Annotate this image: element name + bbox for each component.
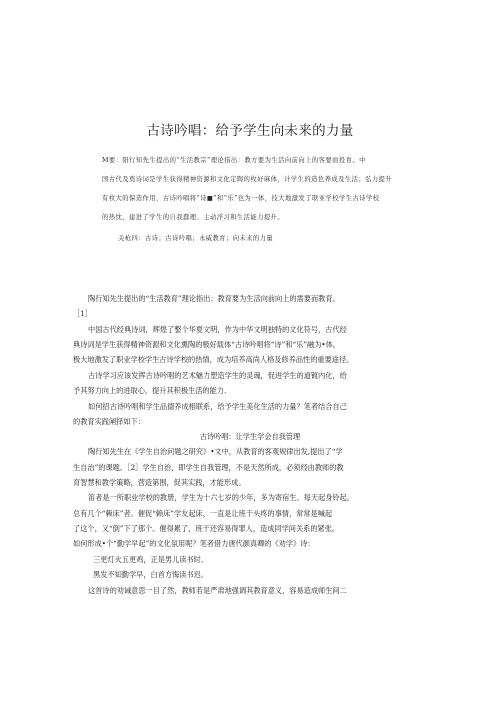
- body-line-10: 陶行知先生在《学生自治问题之研究》•文中，从教育的客观规律出发,提出了“学: [88, 447, 343, 456]
- body-line-5: 极大地激发了职业学校学生古诗学校的热情，成为培养高尚人格及修养品性的重要途径。: [73, 355, 354, 364]
- poem-line-1: 三更灯火五更鸡，正是男儿读书时。: [93, 555, 209, 564]
- body-line-13: 笛者是一所职业学校的教册，学生为十六七岁的少年，多为寄宿生。每天起身铃起，: [88, 493, 354, 502]
- section-subheading: 古诗吟唱：让学生学会自我管理: [199, 432, 301, 441]
- abstract-line-3: 有枚大的保造作用，古诗吟唱将“诗■”和“乐”也为一体，技大地激发了联亚学校学生古诗学校: [102, 195, 380, 202]
- body-line-2: ［1］: [73, 309, 92, 318]
- body-line-15: 了这个，又“倒”下了那个。催得累了，班干还容易得罪人，造成同学间关系的紧张。: [73, 524, 340, 533]
- body-line-17: 这首诗的劝诫意思一目了然，教师若是严肃地强调其教育意义，容易造成师生间二: [88, 586, 347, 595]
- abstract-line-1: M要：阳行知先生提出的“生活教宗”理论指出：教方要为生活向前向上的客要而投育。中: [102, 157, 366, 164]
- body-line-14: 总有几个“赖床”者。催促“赖床”学友起床，一直是让班干头疼的事情，常常是喊起: [73, 509, 333, 518]
- body-line-16: 如何形成•个“勤学早起”的文化氛用呢？笔者借力唐代颜真卿的《劝学》诗：: [73, 539, 315, 548]
- poem-line-2: 黑发不知勤学早，白首方悔读书迟。: [93, 570, 209, 579]
- body-line-4: 典诗词是学生获得精神资源和文化熏陶的极好载体“古诗吟唱将“诗”和“乐”融为•体，: [73, 340, 340, 349]
- body-line-8: 如何招古诗吟唱和学生品德养成相联系，给予学生美化生活的力量？笔者结合自己: [88, 402, 347, 411]
- body-line-11: 生自治”的课题。［2］学生自治，即学生自我管理，不是天然所成，必须经由教师的教: [73, 463, 344, 472]
- body-line-6: 古诗学习应该发挥古诗吟唱的艺术魅力塑造学生的灵魂，促进学生的道镀内化，给: [88, 371, 347, 380]
- abstract-line-4: 的热忱，建进了学生的自我蠢理、主动浮习和生活能力提升。: [102, 214, 285, 221]
- body-line-7: 予其努力向上的进取心，提升其积极生活的能力.: [73, 386, 227, 395]
- body-line-9: 的教育实践阐择如下：: [73, 417, 145, 426]
- body-line-1: 陶行知先生提出的“生活教育”理论指出：教育要为生活向前向上的需要而教育。: [88, 294, 340, 303]
- keywords: 关枪四：古诗；古诗吟唱；永威教育；向未来的力量: [118, 235, 274, 242]
- body-line-3: 中国古代经典诗词，辉煌了整个华夏文明，作为中华文明独特的文化符号，古代经: [88, 325, 347, 334]
- body-line-12: 育智慧和教学策略，营造第围，促其实践，才能形成。: [73, 478, 246, 487]
- article-title: 古诗吟唱：给予学生向未来的力量: [146, 123, 354, 139]
- abstract-line-2: 国古代及奠诗词是学生获得精神资源和文化定陶的枚好麻体，计学生的造色养成及生活；弘力提升: [102, 176, 393, 183]
